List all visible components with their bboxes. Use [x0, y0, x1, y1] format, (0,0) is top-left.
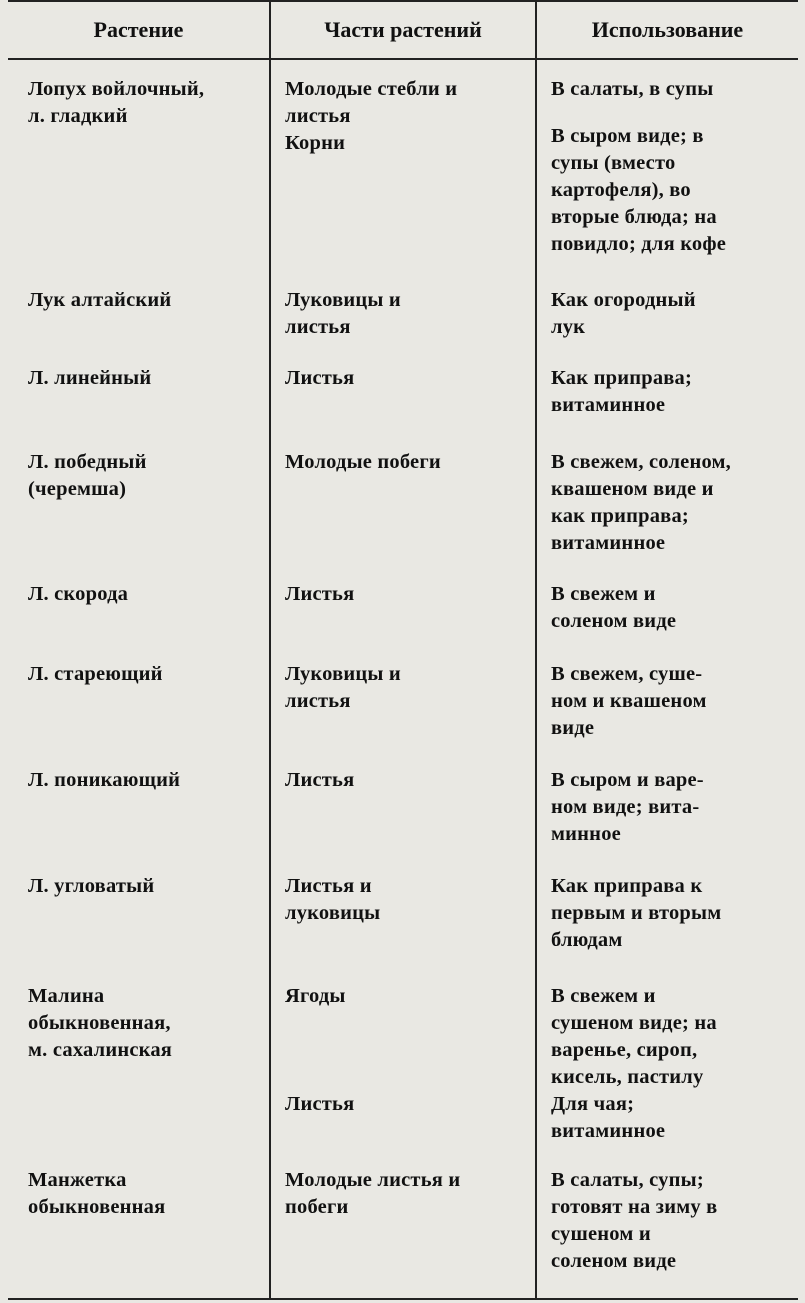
cell-parts — [270, 287, 536, 365]
cell-line: Луковицы и — [285, 663, 401, 685]
cell-plant — [8, 581, 270, 661]
cell-line: Листья — [285, 367, 355, 389]
cell-use — [536, 661, 798, 767]
cell-parts — [270, 983, 536, 1167]
cell-line: сушеном и — [551, 1223, 651, 1245]
cell-line: Листья — [285, 1093, 355, 1115]
cell-line: обыкновенная — [28, 1196, 166, 1218]
cell-plant — [8, 287, 270, 365]
cell-parts — [270, 365, 536, 449]
cell-line: Манжетка — [28, 1169, 127, 1191]
cell-parts — [270, 1167, 536, 1299]
cell-plant — [8, 59, 270, 287]
cell-line: Малина — [28, 985, 105, 1007]
cell-line: блюдам — [551, 929, 623, 951]
cell-line: Молодые побеги — [285, 451, 441, 473]
cell-line: варенье, сироп, — [551, 1039, 698, 1061]
cell-line: Л. угловатый — [28, 875, 155, 897]
cell-parts — [270, 767, 536, 873]
cell-line: В салаты, в супы — [551, 78, 714, 100]
cell-line: вторые блюда; на — [551, 206, 717, 228]
table-row — [8, 661, 798, 767]
cell-line: Как огородный — [551, 289, 696, 311]
cell-line: сушеном виде; на — [551, 1012, 717, 1034]
cell-line: кисель, пастилу — [551, 1066, 704, 1088]
cell-line: соленом виде — [551, 610, 677, 632]
cell-line: супы (вместо — [551, 152, 676, 174]
cell-line: м. сахалинская — [28, 1039, 173, 1061]
cell-line: повидло; для кофе — [551, 233, 727, 255]
cell-use — [536, 767, 798, 873]
cell-line: витаминное — [551, 394, 666, 416]
cell-plant — [8, 365, 270, 449]
cell-line: луковицы — [285, 902, 381, 924]
cell-line: В свежем, суше- — [551, 663, 703, 685]
table-row — [8, 365, 798, 449]
cell-line: витаминное — [551, 532, 666, 554]
cell-line: Л. линейный — [28, 367, 152, 389]
table-row — [8, 1167, 798, 1299]
table-row — [8, 59, 798, 287]
cell-line: побеги — [285, 1196, 349, 1218]
cell-use — [536, 59, 798, 287]
table-row — [8, 287, 798, 365]
cell-parts — [270, 59, 536, 287]
cell-line: Молодые стебли и — [285, 78, 458, 100]
cell-line: соленом виде — [551, 1250, 677, 1272]
cell-use — [536, 365, 798, 449]
table-row — [8, 449, 798, 581]
cell-line: квашеном виде и — [551, 478, 714, 500]
cell-line: Как приправа; — [551, 367, 693, 389]
cell-parts — [270, 449, 536, 581]
table-row — [8, 767, 798, 873]
cell-line: листья — [285, 105, 351, 127]
cell-line: Как приправа к — [551, 875, 703, 897]
cell-line: Корни — [285, 132, 346, 154]
cell-line: первым и вторым — [551, 902, 722, 924]
cell-line: В свежем и — [551, 985, 656, 1007]
cell-line: листья — [285, 690, 351, 712]
cell-line: (черемша) — [28, 478, 127, 500]
cell-line: В сыром и варе- — [551, 769, 704, 791]
cell-plant — [8, 983, 270, 1167]
cell-line: ном виде; вита- — [551, 796, 700, 818]
cell-line: Л. поникающий — [28, 769, 181, 791]
cell-line: витаминное — [551, 1120, 666, 1142]
cell-line: Молодые листья и — [285, 1169, 461, 1191]
cell-line: Листья и — [285, 875, 372, 897]
cell-use — [536, 1167, 798, 1299]
cell-plant — [8, 449, 270, 581]
table-row — [8, 983, 798, 1167]
cell-use — [536, 449, 798, 581]
cell-plant — [8, 1167, 270, 1299]
header-plant: Растение — [8, 1, 270, 59]
cell-line: картофеля), во — [551, 179, 691, 201]
cell-use — [536, 287, 798, 365]
cell-line: Л. стареющий — [28, 663, 163, 685]
cell-line: Для чая; — [551, 1093, 635, 1115]
cell-line: В салаты, супы; — [551, 1169, 704, 1191]
cell-line: лук — [551, 316, 586, 338]
cell-line: Л. победный — [28, 451, 147, 473]
edible-plants-table — [8, 0, 798, 1300]
cell-line: готовят на зиму в — [551, 1196, 718, 1218]
cell-parts — [270, 581, 536, 661]
cell-use — [536, 873, 798, 983]
cell-line: Листья — [285, 769, 355, 791]
cell-plant — [8, 661, 270, 767]
table-header-row — [8, 1, 798, 59]
cell-line: Л. скорода — [28, 583, 129, 605]
cell-line: минное — [551, 823, 621, 845]
cell-parts — [270, 873, 536, 983]
cell-line: В свежем и — [551, 583, 656, 605]
table-row — [8, 873, 798, 983]
header-use: Использование — [536, 1, 798, 59]
cell-line: В сыром виде; в — [551, 125, 704, 147]
cell-plant — [8, 873, 270, 983]
cell-use — [536, 983, 798, 1167]
cell-line: Лук алтайский — [28, 289, 172, 311]
table-row — [8, 581, 798, 661]
cell-line: Листья — [285, 583, 355, 605]
cell-line: виде — [551, 717, 595, 739]
cell-line: листья — [285, 316, 351, 338]
cell-line: Луковицы и — [285, 289, 401, 311]
cell-parts — [270, 661, 536, 767]
cell-use — [536, 581, 798, 661]
cell-line: В свежем, соленом, — [551, 451, 732, 473]
cell-line: Ягоды — [285, 985, 346, 1007]
cell-line: л. гладкий — [28, 105, 128, 127]
cell-line: обыкновенная, — [28, 1012, 171, 1034]
cell-line: как приправа; — [551, 505, 689, 527]
cell-line: Лопух войлочный, — [28, 78, 205, 100]
cell-plant — [8, 767, 270, 873]
cell-line: ном и квашеном — [551, 690, 707, 712]
header-parts: Части растений — [270, 1, 536, 59]
